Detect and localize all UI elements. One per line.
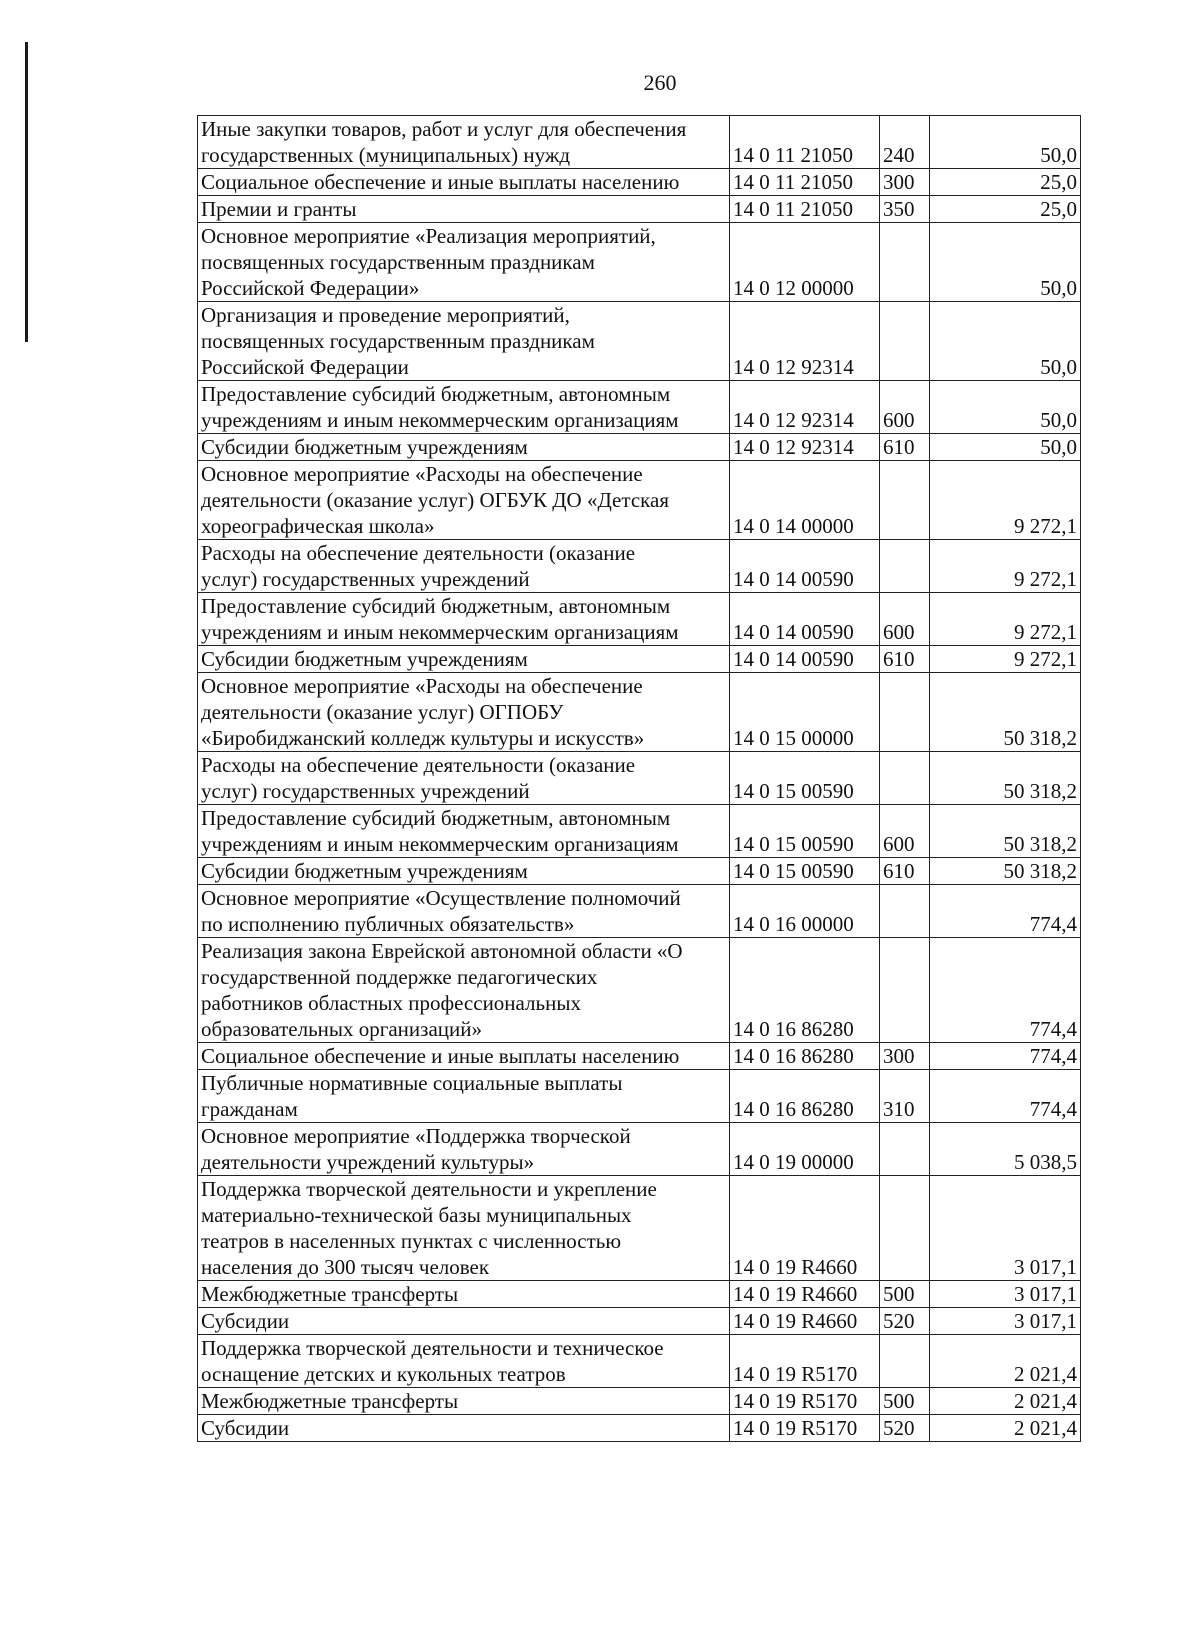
expense-type-code-cell xyxy=(880,1123,930,1176)
amount-cell: 9 272,1 xyxy=(930,646,1081,673)
expense-type-code-cell xyxy=(880,938,930,1043)
expense-type-code-cell: 350 xyxy=(880,196,930,223)
budget-table-body xyxy=(198,116,1081,1442)
expense-type-code-cell: 600 xyxy=(880,805,930,858)
table-row xyxy=(198,1335,1081,1388)
expense-name-cell: Поддержка творческой деятельности и укрепление материально-технической базы муниципальных театров в населенных пунктах с численностью населения до 300 тысяч человек xyxy=(198,1176,730,1281)
amount-cell: 5 038,5 xyxy=(930,1123,1081,1176)
expense-type-code-cell: 520 xyxy=(880,1415,930,1442)
table-row xyxy=(198,461,1081,540)
target-article-code-cell: 14 0 15 00000 xyxy=(730,673,880,752)
expense-type-code-cell: 500 xyxy=(880,1281,930,1308)
target-article-code-cell: 14 0 19 R5170 xyxy=(730,1415,880,1442)
expense-name-cell: Основное мероприятие «Расходы на обеспечение деятельности (оказание услуг) ОГПОБУ «Биробиджанский колледж культуры и искусств» xyxy=(198,673,730,752)
amount-cell: 9 272,1 xyxy=(930,593,1081,646)
expense-name-cell: Организация и проведение мероприятий, посвященных государственным праздникам Российской Федерации xyxy=(198,302,730,381)
expense-name-cell: Основное мероприятие «Осуществление полномочий по исполнению публичных обязательств» xyxy=(198,885,730,938)
expense-name-cell: Социальное обеспечение и иные выплаты населению xyxy=(198,169,730,196)
table-row xyxy=(198,752,1081,805)
table-row xyxy=(198,1123,1081,1176)
expense-name-cell: Реализация закона Еврейской автономной области «О государственной поддержке педагогических работников областных профессиональных образовательных организаций» xyxy=(198,938,730,1043)
amount-cell: 50 318,2 xyxy=(930,673,1081,752)
expense-type-code-cell: 520 xyxy=(880,1308,930,1335)
expense-type-code-cell xyxy=(880,673,930,752)
expense-type-code-cell: 610 xyxy=(880,646,930,673)
amount-cell: 50,0 xyxy=(930,381,1081,434)
target-article-code-cell: 14 0 16 86280 xyxy=(730,1043,880,1070)
expense-name-cell: Социальное обеспечение и иные выплаты населению xyxy=(198,1043,730,1070)
target-article-code-cell: 14 0 14 00000 xyxy=(730,461,880,540)
amount-cell: 25,0 xyxy=(930,196,1081,223)
amount-cell: 50,0 xyxy=(930,302,1081,381)
expense-name-cell: Межбюджетные трансферты xyxy=(198,1388,730,1415)
amount-cell: 3 017,1 xyxy=(930,1176,1081,1281)
expense-type-code-cell xyxy=(880,302,930,381)
expense-name-cell: Основное мероприятие «Расходы на обеспечение деятельности (оказание услуг) ОГБУК ДО «Детская хореографическая школа» xyxy=(198,461,730,540)
target-article-code-cell: 14 0 12 92314 xyxy=(730,434,880,461)
table-row xyxy=(198,169,1081,196)
target-article-code-cell: 14 0 14 00590 xyxy=(730,540,880,593)
table-row xyxy=(198,1388,1081,1415)
amount-cell: 774,4 xyxy=(930,1070,1081,1123)
amount-cell: 50,0 xyxy=(930,223,1081,302)
amount-cell: 3 017,1 xyxy=(930,1281,1081,1308)
table-row xyxy=(198,434,1081,461)
expense-name-cell: Субсидии бюджетным учреждениям xyxy=(198,858,730,885)
amount-cell: 3 017,1 xyxy=(930,1308,1081,1335)
table-row xyxy=(198,1415,1081,1442)
table-row xyxy=(198,223,1081,302)
expense-type-code-cell xyxy=(880,461,930,540)
table-row xyxy=(198,196,1081,223)
amount-cell: 25,0 xyxy=(930,169,1081,196)
expense-type-code-cell: 300 xyxy=(880,169,930,196)
target-article-code-cell: 14 0 15 00590 xyxy=(730,805,880,858)
table-row xyxy=(198,540,1081,593)
target-article-code-cell: 14 0 19 R5170 xyxy=(730,1388,880,1415)
expense-type-code-cell: 610 xyxy=(880,434,930,461)
expense-name-cell: Премии и гранты xyxy=(198,196,730,223)
table-row xyxy=(198,381,1081,434)
table-row xyxy=(198,673,1081,752)
expense-type-code-cell xyxy=(880,540,930,593)
target-article-code-cell: 14 0 14 00590 xyxy=(730,646,880,673)
table-row xyxy=(198,593,1081,646)
target-article-code-cell: 14 0 12 00000 xyxy=(730,223,880,302)
expense-type-code-cell xyxy=(880,1176,930,1281)
amount-cell: 2 021,4 xyxy=(930,1388,1081,1415)
expense-name-cell: Субсидии xyxy=(198,1415,730,1442)
target-article-code-cell: 14 0 12 92314 xyxy=(730,302,880,381)
amount-cell: 50 318,2 xyxy=(930,858,1081,885)
expense-name-cell: Субсидии бюджетным учреждениям xyxy=(198,434,730,461)
expense-name-cell: Предоставление субсидий бюджетным, автономным учреждениям и иным некоммерческим организациям xyxy=(198,381,730,434)
expense-name-cell: Основное мероприятие «Реализация мероприятий, посвященных государственным праздникам Российской Федерации» xyxy=(198,223,730,302)
expense-type-code-cell xyxy=(880,223,930,302)
table-row xyxy=(198,1070,1081,1123)
amount-cell: 9 272,1 xyxy=(930,461,1081,540)
expense-name-cell: Межбюджетные трансферты xyxy=(198,1281,730,1308)
table-row xyxy=(198,858,1081,885)
expense-name-cell: Субсидии бюджетным учреждениям xyxy=(198,646,730,673)
table-row xyxy=(198,1176,1081,1281)
target-article-code-cell: 14 0 19 00000 xyxy=(730,1123,880,1176)
expense-type-code-cell: 600 xyxy=(880,593,930,646)
table-row xyxy=(198,1043,1081,1070)
page-number: 260 xyxy=(643,70,677,95)
expense-type-code-cell: 610 xyxy=(880,858,930,885)
target-article-code-cell: 14 0 19 R5170 xyxy=(730,1335,880,1388)
amount-cell: 9 272,1 xyxy=(930,540,1081,593)
amount-cell: 774,4 xyxy=(930,885,1081,938)
target-article-code-cell: 14 0 12 92314 xyxy=(730,381,880,434)
target-article-code-cell: 14 0 16 86280 xyxy=(730,1070,880,1123)
target-article-code-cell: 14 0 16 86280 xyxy=(730,938,880,1043)
target-article-code-cell: 14 0 19 R4660 xyxy=(730,1281,880,1308)
table-row xyxy=(198,805,1081,858)
expense-name-cell: Предоставление субсидий бюджетным, автономным учреждениям и иным некоммерческим организациям xyxy=(198,805,730,858)
target-article-code-cell: 14 0 16 00000 xyxy=(730,885,880,938)
table-row xyxy=(198,885,1081,938)
expense-type-code-cell xyxy=(880,1335,930,1388)
amount-cell: 2 021,4 xyxy=(930,1415,1081,1442)
budget-table xyxy=(197,115,1081,1442)
expense-name-cell: Субсидии xyxy=(198,1308,730,1335)
amount-cell: 50,0 xyxy=(930,434,1081,461)
table-row xyxy=(198,302,1081,381)
target-article-code-cell: 14 0 15 00590 xyxy=(730,752,880,805)
expense-name-cell: Основное мероприятие «Поддержка творческой деятельности учреждений культуры» xyxy=(198,1123,730,1176)
expense-name-cell: Поддержка творческой деятельности и техническое оснащение детских и кукольных театров xyxy=(198,1335,730,1388)
target-article-code-cell: 14 0 19 R4660 xyxy=(730,1176,880,1281)
target-article-code-cell: 14 0 15 00590 xyxy=(730,858,880,885)
expense-type-code-cell: 500 xyxy=(880,1388,930,1415)
target-article-code-cell: 14 0 11 21050 xyxy=(730,116,880,169)
amount-cell: 774,4 xyxy=(930,1043,1081,1070)
expense-name-cell: Расходы на обеспечение деятельности (оказание услуг) государственных учреждений xyxy=(198,752,730,805)
table-row xyxy=(198,938,1081,1043)
table-row xyxy=(198,116,1081,169)
amount-cell: 50 318,2 xyxy=(930,752,1081,805)
target-article-code-cell: 14 0 11 21050 xyxy=(730,169,880,196)
amount-cell: 774,4 xyxy=(930,938,1081,1043)
table-row xyxy=(198,646,1081,673)
expense-name-cell: Публичные нормативные социальные выплаты гражданам xyxy=(198,1070,730,1123)
amount-cell: 2 021,4 xyxy=(930,1335,1081,1388)
expense-type-code-cell: 600 xyxy=(880,381,930,434)
target-article-code-cell: 14 0 11 21050 xyxy=(730,196,880,223)
target-article-code-cell: 14 0 14 00590 xyxy=(730,593,880,646)
expense-type-code-cell xyxy=(880,752,930,805)
expense-name-cell: Предоставление субсидий бюджетным, автономным учреждениям и иным некоммерческим организациям xyxy=(198,593,730,646)
amount-cell: 50,0 xyxy=(930,116,1081,169)
expense-type-code-cell: 240 xyxy=(880,116,930,169)
expense-type-code-cell xyxy=(880,885,930,938)
expense-name-cell: Иные закупки товаров, работ и услуг для обеспечения государственных (муниципальных) нужд xyxy=(198,116,730,169)
amount-cell: 50 318,2 xyxy=(930,805,1081,858)
expense-type-code-cell: 300 xyxy=(880,1043,930,1070)
table-row xyxy=(198,1281,1081,1308)
target-article-code-cell: 14 0 19 R4660 xyxy=(730,1308,880,1335)
expense-name-cell: Расходы на обеспечение деятельности (оказание услуг) государственных учреждений xyxy=(198,540,730,593)
table-row xyxy=(198,1308,1081,1335)
expense-type-code-cell: 310 xyxy=(880,1070,930,1123)
